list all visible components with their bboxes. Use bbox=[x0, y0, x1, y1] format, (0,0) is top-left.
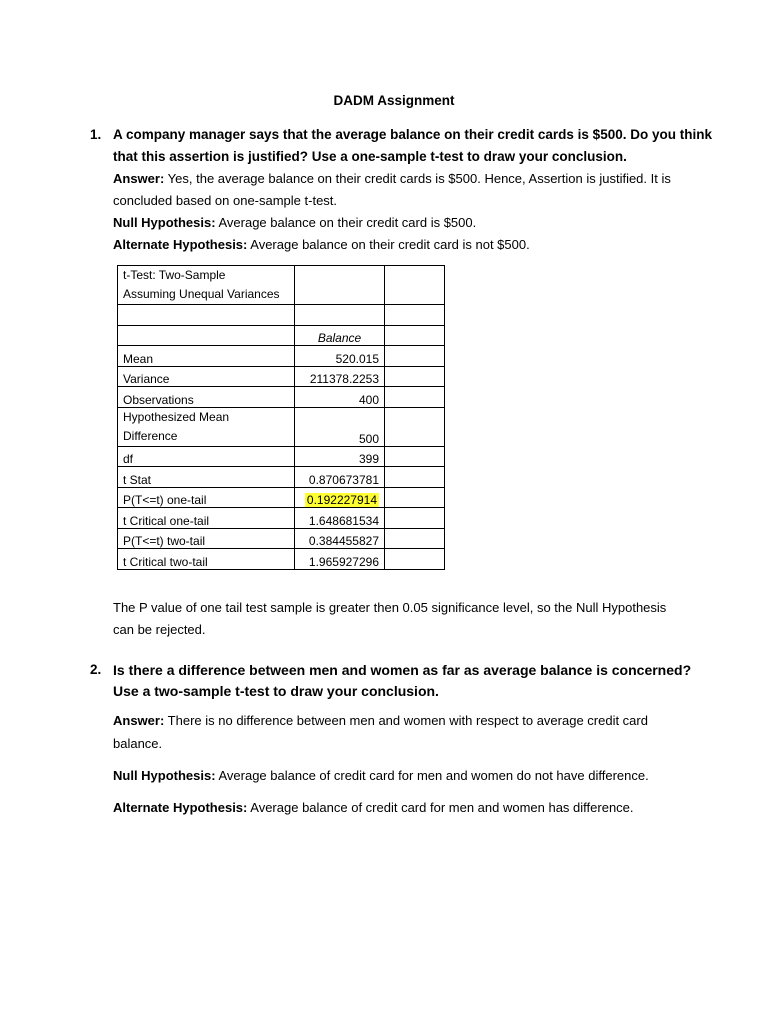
null-hypothesis-1-text: Average balance on their credit card is $500. bbox=[215, 215, 477, 230]
question-1-line-2: that this assertion is justified? Use a one-sample t-test to draw your conclusion. bbox=[113, 149, 627, 164]
null-hypothesis-1-label: Null Hypothesis: bbox=[113, 215, 216, 230]
row-value: 1.965927296 bbox=[295, 549, 385, 570]
answer-1-label: Answer: bbox=[113, 171, 165, 186]
row-label-line-1: Hypothesized Mean bbox=[123, 409, 230, 424]
question-1-line-1: A company manager says that the average balance on their credit cards is $500. Do you think bbox=[113, 127, 712, 142]
answer-1-line-2: concluded based on one-sample t-test. bbox=[113, 193, 338, 208]
row-label: P(T<=t) two-tail bbox=[118, 528, 295, 549]
alternate-hypothesis-2-label: Alternate Hypothesis: bbox=[113, 800, 248, 815]
row-label: Observations bbox=[118, 387, 295, 408]
highlighted-p-value: 0.192227914 bbox=[306, 493, 377, 507]
table-cell bbox=[385, 407, 445, 446]
row-value: 0.384455827 bbox=[295, 528, 385, 549]
question-2-line-1: Is there a difference between men and women as far as average balance is concerned? bbox=[113, 662, 692, 678]
row-value: 400 bbox=[295, 387, 385, 408]
table-row bbox=[118, 487, 445, 508]
null-hypothesis-1 bbox=[113, 212, 476, 234]
row-value-highlighted bbox=[295, 487, 385, 508]
question-2-number: 2. bbox=[90, 662, 102, 677]
question-2-text bbox=[113, 660, 713, 702]
table-header-cell bbox=[118, 266, 295, 305]
table-cell bbox=[385, 467, 445, 488]
table-cell bbox=[118, 305, 295, 326]
table-cell bbox=[385, 346, 445, 367]
row-label: P(T<=t) one-tail bbox=[118, 487, 295, 508]
ttest-results-table bbox=[117, 265, 445, 570]
alternate-hypothesis-2-text: Average balance of credit card for men and women has difference. bbox=[247, 800, 634, 815]
alternate-hypothesis-1 bbox=[113, 234, 530, 256]
row-label-line-2: Difference bbox=[123, 428, 178, 443]
row-label bbox=[118, 407, 295, 446]
answer-2-text: There is no difference between men and women with respect to average credit card bbox=[164, 713, 648, 728]
table-row bbox=[118, 305, 445, 326]
row-value: 520.015 bbox=[295, 346, 385, 367]
table-row bbox=[118, 528, 445, 549]
table-cell bbox=[385, 325, 445, 346]
table-cell bbox=[385, 387, 445, 408]
alternate-hypothesis-1-label: Alternate Hypothesis: bbox=[113, 237, 248, 252]
table-row bbox=[118, 508, 445, 529]
answer-2-line-2: balance. bbox=[113, 736, 163, 751]
table-cell bbox=[385, 305, 445, 326]
row-label: t Stat bbox=[118, 467, 295, 488]
table-cell bbox=[385, 366, 445, 387]
table-cell bbox=[295, 266, 385, 305]
table-row bbox=[118, 467, 445, 488]
table-cell bbox=[385, 446, 445, 467]
alternate-hypothesis-1-text: Average balance on their credit card is not $500. bbox=[247, 237, 530, 252]
table-cell bbox=[385, 528, 445, 549]
null-hypothesis-2-label: Null Hypothesis: bbox=[113, 768, 216, 783]
null-hypothesis-2-text: Average balance of credit card for men and women do not have difference. bbox=[215, 768, 649, 783]
table-cell bbox=[385, 508, 445, 529]
table-header-row bbox=[118, 266, 445, 305]
answer-1-text: Yes, the average balance on their credit cards is $500. Hence, Assertion is justified. It is bbox=[164, 171, 671, 186]
row-label: t Critical two-tail bbox=[118, 549, 295, 570]
table-cell bbox=[385, 549, 445, 570]
table-row bbox=[118, 549, 445, 570]
answer-1 bbox=[113, 168, 671, 190]
answer-2 bbox=[113, 710, 648, 732]
table-cell bbox=[385, 266, 445, 305]
row-value: 399 bbox=[295, 446, 385, 467]
conclusion-1-line-2: can be rejected. bbox=[113, 622, 206, 637]
row-label: df bbox=[118, 446, 295, 467]
table-cell bbox=[385, 487, 445, 508]
row-label: Variance bbox=[118, 366, 295, 387]
table-cell bbox=[295, 305, 385, 326]
table-row bbox=[118, 325, 445, 346]
table-header-line-2: Assuming Unequal Variances bbox=[123, 287, 280, 301]
alternate-hypothesis-2 bbox=[113, 797, 634, 819]
row-label: t Critical one-tail bbox=[118, 508, 295, 529]
row-value: 1.648681534 bbox=[295, 508, 385, 529]
conclusion-1-line-1: The P value of one tail test sample is greater then 0.05 significance level, so the Null Hypothesis bbox=[113, 600, 667, 615]
column-label-balance: Balance bbox=[295, 325, 385, 346]
table-row bbox=[118, 446, 445, 467]
table-row bbox=[118, 407, 445, 446]
row-value: 0.870673781 bbox=[295, 467, 385, 488]
question-1-text bbox=[113, 124, 713, 168]
table-header-line-1: t-Test: Two-Sample bbox=[123, 268, 226, 282]
table-row bbox=[118, 387, 445, 408]
question-1-number: 1. bbox=[90, 127, 102, 142]
table-cell bbox=[118, 325, 295, 346]
row-label: Mean bbox=[118, 346, 295, 367]
row-value: 211378.2253 bbox=[295, 366, 385, 387]
table-row bbox=[118, 366, 445, 387]
answer-2-label: Answer: bbox=[113, 713, 165, 728]
null-hypothesis-2 bbox=[113, 765, 649, 787]
question-2-line-2: Use a two-sample t-test to draw your conclusion. bbox=[113, 683, 439, 699]
document-title: DADM Assignment bbox=[333, 93, 455, 108]
row-value: 500 bbox=[295, 407, 385, 446]
table-row bbox=[118, 346, 445, 367]
